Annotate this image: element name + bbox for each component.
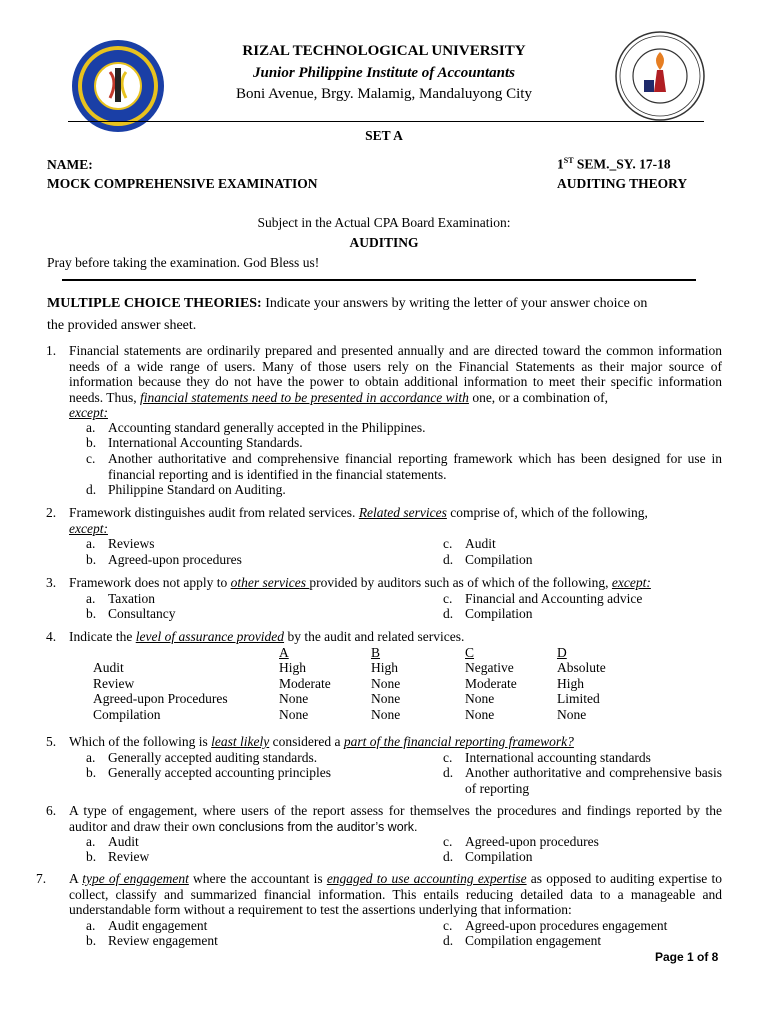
q3-option-b: b. Consultancy: [86, 606, 176, 621]
semester-label: 1ST SEM._SY. 17-18: [557, 156, 671, 172]
set-label: SET A: [365, 128, 403, 143]
q1-option-c: c. Another authoritative and comprehensive financial reporting framework which has been designed for use in financial reporting and is identified in the financial statements.: [86, 451, 722, 482]
cell: None: [279, 707, 309, 722]
q1-option-a: a. Accounting standard generally accepted in the Philippines.: [86, 420, 426, 435]
col-header-a: A: [279, 645, 289, 660]
question-5: 5. Which of the following is least likely considered a part of the financial reporting framework?: [46, 734, 574, 749]
header-divider: [68, 121, 704, 122]
q7-option-c: c. Agreed-upon procedures engagement: [443, 918, 668, 933]
q5-option-b: b. Generally accepted accounting principles: [86, 765, 332, 780]
pray-line: Pray before taking the examination. God Bless us!: [47, 255, 320, 270]
q7-option-b: b. Review engagement: [86, 933, 218, 948]
q2-option-a: a. Reviews: [86, 536, 155, 551]
q3-option-a: a. Taxation: [86, 591, 156, 606]
q2-option-d: d. Compilation: [443, 552, 533, 567]
row-label-aup: Agreed-upon Procedures: [93, 691, 228, 706]
address: Boni Avenue, Brgy. Malamig, Mandaluyong City: [236, 86, 532, 102]
q2-option-b: b. Agreed-upon procedures: [86, 552, 242, 567]
q6-option-b: b. Review: [86, 849, 150, 864]
col-header-c: C: [465, 645, 475, 660]
name-label: NAME:: [47, 157, 93, 172]
q6-option-c: c. Agreed-upon procedures: [443, 834, 599, 849]
q7-option-d: d. Compilation engagement: [443, 933, 602, 948]
exam-subject: AUDITING THEORY: [557, 176, 688, 191]
row-label-review: Review: [93, 676, 135, 691]
col-header-d: D: [557, 645, 567, 660]
cell: None: [371, 676, 401, 691]
cell: None: [557, 707, 587, 722]
exam-title: MOCK COMPREHENSIVE EXAMINATION: [47, 176, 318, 191]
subject-line: Subject in the Actual CPA Board Examination:: [257, 215, 511, 230]
q1-option-b: b. International Accounting Standards.: [86, 435, 303, 450]
instructions: MULTIPLE CHOICE THEORIES: Indicate your answers by writing the letter of your answer choice on the provided answer sheet.: [47, 296, 648, 333]
question-4: 4. Indicate the level of assurance provided by the audit and related services.: [46, 629, 465, 644]
cell: High: [279, 660, 306, 675]
q2-option-c: c. Audit: [443, 536, 496, 551]
cell: None: [371, 707, 401, 722]
subject: AUDITING: [349, 235, 419, 250]
row-label-audit: Audit: [93, 660, 124, 675]
cell: Negative: [465, 660, 514, 675]
cell: None: [465, 707, 495, 722]
q5-option-d: d. Another authoritative and comprehensive basis of reporting: [443, 765, 722, 796]
row-label-compilation: Compilation: [93, 707, 161, 722]
col-header-b: B: [371, 645, 381, 660]
question-3: 3. Framework does not apply to other services provided by auditors such as of which of the following, except:: [46, 575, 651, 590]
cell: Moderate: [465, 676, 517, 691]
question-7: 7. A type of engagement where the accountant is engaged to use accounting expertise as opposed to auditing expertise to collect, classify and summarized financial information. This entails reducing detailed data to a manageable and understandable form without a requirement to test the assertions underlying that information:: [36, 871, 723, 918]
q6-option-d: d. Compilation: [443, 849, 533, 864]
cell: Moderate: [279, 676, 331, 691]
university-name: RIZAL TECHNOLOGICAL UNIVERSITY: [242, 43, 526, 59]
cell: Absolute: [557, 660, 606, 675]
cell: None: [279, 691, 309, 706]
cell: High: [371, 660, 398, 675]
q3-option-d: d. Compilation: [443, 606, 533, 621]
q6-option-a: a. Audit: [86, 834, 139, 849]
cell: None: [371, 691, 401, 706]
q5-option-a: a. Generally accepted auditing standards.: [86, 750, 318, 765]
question-2: 2. Framework distinguishes audit from related services. Related services comprise of, which of the following, except:: [46, 505, 648, 536]
section-divider: [62, 279, 696, 281]
page-number: Page 1 of 8: [655, 950, 719, 964]
cell: Limited: [557, 691, 600, 706]
question-1: 1. Financial statements are ordinarily prepared and presented annually and are directed toward the common information needs of a wide range of users. Many of those users rely on the Financial Statements as their major source of information because they do not have the power to obtain additional information to meet their specific information needs. Thus, financial statements need to be presented in accordance with one, or a combination of, except:: [46, 343, 722, 421]
cell: High: [557, 676, 584, 691]
question-6: 6. A type of engagement, where users of the report assess for themselves the procedures and findings reported by the auditor and draw their own conclusions from the auditor’s work.: [46, 803, 722, 834]
q5-option-c: c. International accounting standards: [443, 750, 651, 765]
organization-name: Junior Philippine Institute of Accountants: [252, 65, 515, 81]
q3-option-c: c. Financial and Accounting advice: [443, 591, 643, 606]
q1-option-d: d. Philippine Standard on Auditing.: [86, 482, 286, 497]
q7-option-a: a. Audit engagement: [86, 918, 208, 933]
cell: None: [465, 691, 495, 706]
